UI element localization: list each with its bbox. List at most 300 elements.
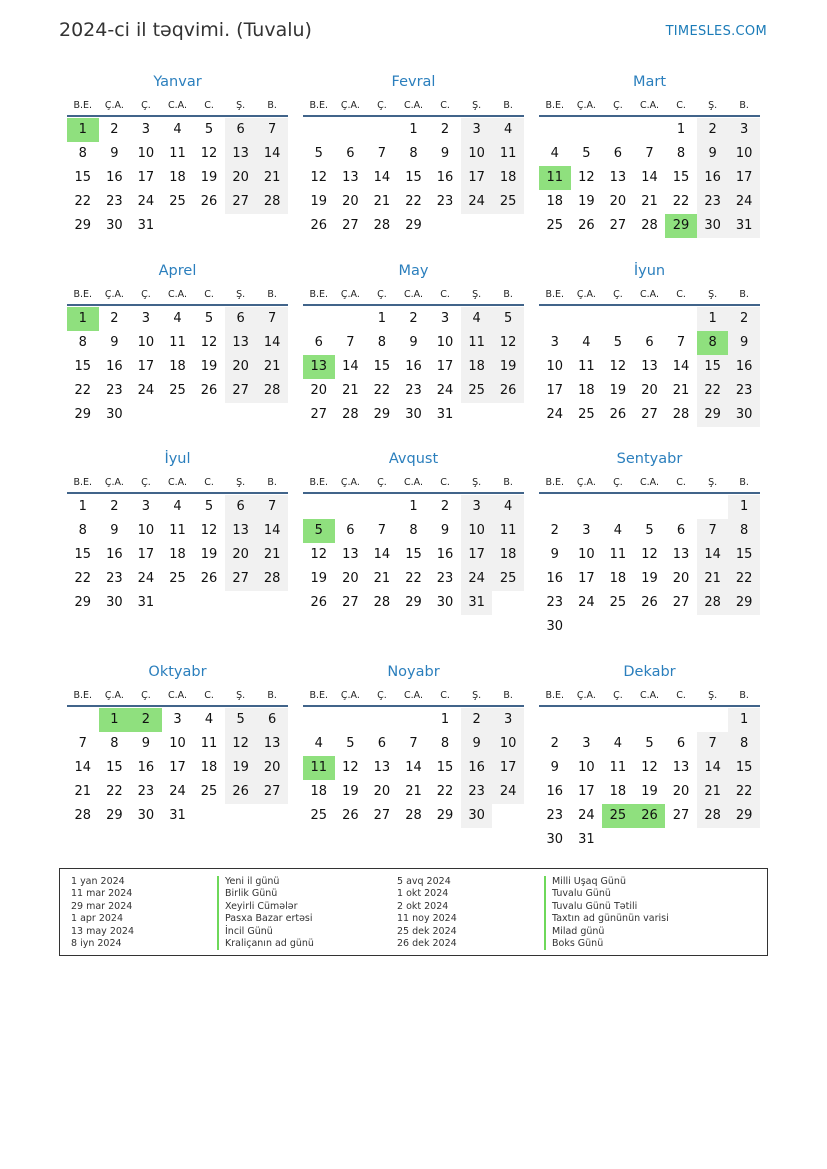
holiday-date: 2 okt 2024 [397, 900, 449, 912]
weekday-label: Ç.A. [576, 476, 596, 488]
weekend-day-cell: 27 [225, 190, 257, 214]
day-cell: 30 [436, 595, 454, 610]
day-cell: 7 [676, 335, 686, 350]
day-cell: 19 [200, 359, 218, 374]
weekday-label: C.A. [403, 288, 423, 300]
holiday-date: 1 okt 2024 [397, 888, 449, 900]
site-logo-link[interactable]: TIMESLES.COM [665, 24, 767, 39]
weekday-label: Ş. [236, 476, 246, 488]
day-cell: 19 [200, 170, 218, 185]
weekday-label: Ç. [377, 99, 387, 111]
month-name: Yanvar [153, 74, 202, 90]
day-cell: 22 [405, 571, 422, 586]
weekend-day-cell: 10 [461, 142, 493, 166]
day-cell: 24 [137, 571, 155, 586]
holiday-name: Yeni il günü [217, 876, 314, 888]
day-cell: 5 [645, 736, 654, 751]
day-cell: 9 [550, 547, 559, 562]
day-cell: 27 [609, 218, 627, 233]
day-cell: 23 [106, 571, 123, 586]
day-cell: 29 [74, 218, 92, 233]
day-cell: 26 [578, 218, 595, 233]
day-cell: 23 [546, 808, 564, 823]
day-cell: 27 [672, 808, 690, 823]
weekend-day-cell: 11 [461, 331, 493, 355]
weekday-label: C. [440, 689, 450, 701]
weekend-day-cell: 28 [256, 190, 288, 214]
month-calendar [67, 450, 288, 615]
month-name: Mart [632, 74, 667, 90]
weekday-label: B. [739, 99, 749, 111]
holiday-name: Milli Uşaq Günü [544, 876, 669, 888]
day-cell: 2 [550, 523, 559, 538]
day-cell: 12 [641, 760, 658, 775]
day-cell: 21 [342, 383, 359, 398]
day-cell: 1 [78, 499, 87, 514]
day-cell: 18 [609, 784, 627, 799]
day-cell: 15 [405, 170, 422, 185]
day-cell: 4 [173, 122, 182, 137]
weekday-label: B. [503, 99, 513, 111]
weekday-header [67, 685, 288, 707]
day-cell: 10 [137, 146, 155, 161]
weekend-day-cell: 12 [492, 331, 524, 355]
day-cell: 23 [436, 194, 454, 209]
day-cell: 19 [310, 571, 328, 586]
empty-day-cell [697, 708, 729, 732]
empty-day-cell [366, 118, 398, 142]
weekend-day-cell: 5 [225, 708, 257, 732]
weekend-day-cell: 22 [697, 379, 729, 403]
day-cell: 28 [74, 808, 92, 823]
empty-day-cell [602, 118, 634, 142]
weekend-day-cell: 26 [225, 780, 257, 804]
holiday-dates-left [71, 876, 134, 950]
day-cell: 10 [436, 335, 454, 350]
weekday-header [539, 284, 760, 306]
weekday-label: Ç.A. [104, 99, 124, 111]
holiday-date: 5 avq 2024 [397, 876, 451, 887]
weekend-day-cell: 23 [728, 379, 760, 403]
empty-day-cell [398, 708, 430, 732]
weekend-day-cell: 21 [697, 780, 729, 804]
weekday-label: Ç.A. [340, 288, 360, 300]
weekend-day-cell: 6 [225, 495, 257, 519]
day-cell: 13 [342, 170, 359, 185]
weekend-day-cell: 15 [728, 756, 760, 780]
day-cell: 2 [409, 311, 418, 326]
day-cell: 17 [137, 170, 155, 185]
weekend-day-cell: 14 [697, 543, 729, 567]
weekend-day-cell: 25 [461, 379, 493, 403]
day-cell: 4 [613, 523, 623, 538]
day-cell: 17 [436, 359, 454, 374]
day-cell: 6 [645, 335, 654, 350]
weekend-day-cell: 6 [256, 708, 288, 732]
weekend-day-cell: 20 [225, 166, 257, 190]
day-cell: 3 [141, 122, 151, 137]
day-cell: 8 [78, 523, 87, 538]
weekend-day-cell: 11 [492, 519, 524, 543]
day-cell: 4 [613, 736, 623, 751]
holiday-day-cell: 11 [303, 756, 335, 780]
day-cell: 18 [169, 547, 186, 562]
day-cell: 26 [200, 571, 218, 586]
holiday-date: 13 may 2024 [71, 925, 135, 937]
weekend-day-cell: 21 [256, 543, 288, 567]
weekday-label: B.E. [309, 476, 329, 488]
weekday-label: C.A. [639, 689, 659, 701]
day-cell: 7 [346, 335, 355, 350]
weekend-day-cell: 3 [492, 708, 524, 732]
day-cell: 1 [409, 499, 418, 514]
day-cell: 3 [582, 736, 591, 751]
holiday-dates-right [397, 876, 457, 950]
weekday-label: B.E. [309, 288, 329, 300]
weekday-label: Ş. [472, 476, 482, 488]
day-cell: 6 [377, 736, 387, 751]
weekend-day-cell: 9 [728, 331, 760, 355]
empty-day-cell [665, 708, 697, 732]
day-cell: 8 [78, 146, 87, 161]
weekend-day-cell: 10 [461, 519, 493, 543]
day-cell: 14 [405, 760, 422, 775]
holiday-name: Boks Günü [544, 938, 669, 950]
day-cell: 24 [137, 194, 155, 209]
weekend-day-cell: 23 [697, 190, 729, 214]
weekday-label: Ş. [236, 689, 246, 701]
weekday-label: C. [676, 476, 686, 488]
day-cell: 30 [106, 218, 123, 233]
weekend-day-cell: 4 [461, 307, 493, 331]
weekend-day-cell: 18 [492, 166, 524, 190]
day-cell: 20 [373, 784, 391, 799]
weekday-label: C.A. [167, 288, 187, 300]
weekday-label: Ş. [708, 476, 718, 488]
month-name: Sentyabr [616, 451, 683, 467]
weekend-day-cell: 21 [256, 166, 288, 190]
weekday-label: B.E. [73, 288, 93, 300]
holiday-name: Xeyirli Cümələr [217, 901, 314, 913]
day-cell: 1 [440, 712, 450, 727]
day-cell: 4 [582, 335, 591, 350]
weekday-label: C. [440, 476, 450, 488]
day-cell: 14 [373, 547, 391, 562]
day-cell: 8 [440, 736, 450, 751]
weekend-day-cell: 31 [461, 591, 493, 615]
day-cell: 25 [609, 595, 627, 610]
day-cell: 20 [609, 194, 627, 209]
weekend-day-cell: 28 [256, 379, 288, 403]
day-cell: 2 [550, 736, 559, 751]
weekend-day-cell: 4 [492, 495, 524, 519]
day-cell: 18 [310, 784, 328, 799]
day-cell: 2 [440, 122, 450, 137]
day-cell: 10 [578, 760, 595, 775]
day-cell: 25 [169, 571, 186, 586]
day-cell: 16 [405, 359, 422, 374]
day-cell: 31 [578, 832, 595, 847]
day-cell: 31 [137, 595, 155, 610]
weekend-day-cell: 14 [256, 519, 288, 543]
weekend-day-cell: 26 [492, 379, 524, 403]
holiday-name: Tuvalu Günü [544, 888, 669, 900]
day-cell: 6 [676, 523, 686, 538]
empty-day-cell [303, 708, 335, 732]
day-cell: 20 [672, 784, 690, 799]
holiday-day-cell: 13 [303, 355, 335, 379]
day-cell: 5 [645, 523, 654, 538]
weekend-day-cell: 22 [728, 780, 760, 804]
empty-day-cell [634, 495, 666, 519]
weekend-day-cell: 16 [697, 166, 729, 190]
day-grid [67, 495, 288, 615]
day-cell: 9 [409, 335, 418, 350]
day-cell: 21 [405, 784, 422, 799]
day-cell: 24 [436, 383, 454, 398]
day-cell: 19 [641, 571, 658, 586]
weekday-header [303, 472, 524, 494]
day-cell: 12 [609, 359, 627, 374]
empty-day-cell [602, 495, 634, 519]
day-cell: 17 [137, 547, 155, 562]
day-cell: 26 [342, 808, 359, 823]
day-cell: 22 [74, 383, 92, 398]
weekend-day-cell: 30 [728, 403, 760, 427]
empty-day-cell [303, 118, 335, 142]
weekend-day-cell: 30 [461, 804, 493, 828]
month-calendar [539, 450, 760, 639]
weekend-day-cell: 3 [461, 118, 493, 142]
holiday-name: Milad günü [544, 926, 669, 938]
weekend-day-cell: 14 [256, 331, 288, 355]
weekend-day-cell: 25 [492, 190, 524, 214]
day-cell: 13 [609, 170, 627, 185]
day-cell: 9 [440, 146, 450, 161]
weekday-label: Ç. [613, 288, 623, 300]
empty-day-cell [335, 495, 367, 519]
weekend-day-cell: 28 [697, 804, 729, 828]
empty-day-cell [539, 307, 571, 331]
day-cell: 4 [204, 712, 214, 727]
day-cell: 20 [342, 571, 359, 586]
empty-day-cell [303, 307, 335, 331]
day-cell: 12 [342, 760, 359, 775]
day-cell: 3 [440, 311, 450, 326]
day-cell: 17 [578, 784, 595, 799]
day-cell: 16 [137, 760, 155, 775]
day-cell: 24 [169, 784, 186, 799]
weekend-day-cell: 18 [461, 355, 493, 379]
day-cell: 12 [641, 547, 658, 562]
weekend-day-cell: 17 [461, 543, 493, 567]
holiday-date: 25 dek 2024 [397, 925, 457, 937]
day-cell: 12 [310, 547, 328, 562]
weekday-label: C.A. [403, 689, 423, 701]
day-cell: 25 [578, 407, 595, 422]
weekday-label: B. [503, 288, 513, 300]
day-cell: 24 [546, 407, 564, 422]
day-cell: 25 [310, 808, 328, 823]
empty-day-cell [335, 307, 367, 331]
month-name: Aprel [158, 263, 197, 279]
weekday-label: B.E. [545, 99, 565, 111]
day-cell: 24 [578, 808, 595, 823]
weekday-label: Ş. [708, 99, 718, 111]
holiday-date: 11 mar 2024 [71, 888, 133, 900]
day-cell: 18 [169, 170, 186, 185]
weekend-day-cell: 31 [728, 214, 760, 238]
day-cell: 27 [672, 595, 690, 610]
day-cell: 5 [204, 122, 214, 137]
day-cell: 29 [405, 595, 422, 610]
holiday-day-cell: 2 [130, 708, 162, 732]
day-cell: 14 [641, 170, 658, 185]
month-name: Fevral [391, 74, 436, 90]
weekday-label: B. [739, 288, 749, 300]
weekday-header [67, 95, 288, 117]
holiday-day-cell: 25 [602, 804, 634, 828]
weekday-header [539, 472, 760, 494]
weekend-day-cell: 29 [697, 403, 729, 427]
day-cell: 22 [373, 383, 391, 398]
day-cell: 15 [74, 359, 92, 374]
day-cell: 8 [110, 736, 119, 751]
day-cell: 9 [550, 760, 559, 775]
day-cell: 29 [106, 808, 123, 823]
day-cell: 12 [200, 146, 218, 161]
day-cell: 10 [546, 359, 564, 374]
day-cell: 8 [409, 146, 418, 161]
day-grid [539, 307, 760, 427]
page-title: 2024-ci il təqvimi. (Tuvalu) [59, 19, 312, 41]
weekend-day-cell: 17 [492, 756, 524, 780]
empty-day-cell [665, 495, 697, 519]
day-cell: 5 [613, 335, 623, 350]
day-cell: 9 [440, 523, 450, 538]
day-cell: 18 [200, 760, 218, 775]
weekend-day-cell: 6 [225, 307, 257, 331]
day-grid [303, 118, 524, 238]
day-cell: 17 [169, 760, 186, 775]
day-cell: 18 [609, 571, 627, 586]
weekend-day-cell: 7 [697, 519, 729, 543]
weekday-label: Ç.A. [576, 288, 596, 300]
day-cell: 15 [436, 760, 454, 775]
empty-day-cell [539, 495, 571, 519]
weekend-day-cell: 10 [492, 732, 524, 756]
weekend-day-cell: 7 [697, 732, 729, 756]
weekend-day-cell: 22 [728, 567, 760, 591]
month-calendar [539, 73, 760, 238]
day-grid [67, 708, 288, 828]
day-cell: 27 [342, 595, 359, 610]
day-cell: 26 [200, 194, 218, 209]
weekend-day-cell: 9 [461, 732, 493, 756]
weekend-day-cell: 2 [461, 708, 493, 732]
day-cell: 17 [546, 383, 564, 398]
holiday-date: 26 dek 2024 [397, 937, 457, 949]
day-cell: 7 [377, 523, 387, 538]
day-cell: 13 [373, 760, 391, 775]
weekend-day-cell: 1 [697, 307, 729, 331]
weekday-label: C. [676, 99, 686, 111]
month-calendar [539, 663, 760, 852]
weekday-label: C. [204, 288, 214, 300]
day-cell: 18 [169, 359, 186, 374]
day-cell: 16 [106, 170, 123, 185]
holiday-date: 8 iyn 2024 [71, 937, 122, 949]
day-cell: 20 [342, 194, 359, 209]
day-cell: 29 [373, 407, 391, 422]
day-cell: 26 [310, 595, 328, 610]
empty-day-cell [571, 708, 603, 732]
weekend-day-cell: 14 [697, 756, 729, 780]
day-cell: 4 [173, 499, 182, 514]
day-cell: 15 [405, 547, 422, 562]
day-cell: 13 [342, 547, 359, 562]
day-grid [539, 708, 760, 852]
day-cell: 25 [200, 784, 218, 799]
empty-day-cell [366, 708, 398, 732]
empty-day-cell [539, 708, 571, 732]
day-cell: 2 [110, 499, 119, 514]
weekend-day-cell: 27 [225, 379, 257, 403]
weekday-label: Ç.A. [340, 476, 360, 488]
weekday-label: Ç.A. [340, 689, 360, 701]
day-cell: 14 [342, 359, 359, 374]
day-cell: 22 [106, 784, 123, 799]
weekday-label: Ç. [613, 689, 623, 701]
month-calendar [67, 262, 288, 427]
weekend-day-cell: 14 [256, 142, 288, 166]
day-cell: 30 [106, 407, 123, 422]
weekday-label: Ş. [236, 99, 246, 111]
weekday-label: Ş. [236, 288, 246, 300]
day-cell: 26 [641, 595, 658, 610]
day-cell: 27 [641, 407, 658, 422]
weekday-label: C. [204, 476, 214, 488]
weekend-day-cell: 27 [225, 567, 257, 591]
holiday-names-right [544, 876, 669, 950]
day-cell: 25 [169, 383, 186, 398]
day-cell: 6 [613, 146, 623, 161]
weekday-label: Ç.A. [104, 689, 124, 701]
weekend-day-cell: 20 [256, 756, 288, 780]
weekend-day-cell: 8 [728, 732, 760, 756]
day-grid [303, 708, 524, 828]
weekday-label: Ç. [377, 476, 387, 488]
weekday-label: C.A. [403, 476, 423, 488]
day-cell: 9 [110, 335, 119, 350]
day-cell: 15 [672, 170, 690, 185]
holiday-name: Taxtın ad gününün varisi [544, 913, 669, 925]
day-grid [67, 307, 288, 427]
weekend-day-cell: 24 [461, 190, 493, 214]
day-cell: 2 [110, 122, 119, 137]
day-cell: 30 [137, 808, 155, 823]
weekday-label: C. [440, 99, 450, 111]
day-cell: 4 [314, 736, 323, 751]
day-cell: 22 [405, 194, 422, 209]
day-cell: 19 [641, 784, 658, 799]
day-cell: 27 [342, 218, 359, 233]
day-cell: 6 [314, 335, 323, 350]
holiday-day-cell: 8 [697, 331, 729, 355]
weekday-label: B. [503, 476, 513, 488]
day-cell: 19 [342, 784, 359, 799]
day-cell: 4 [173, 311, 182, 326]
